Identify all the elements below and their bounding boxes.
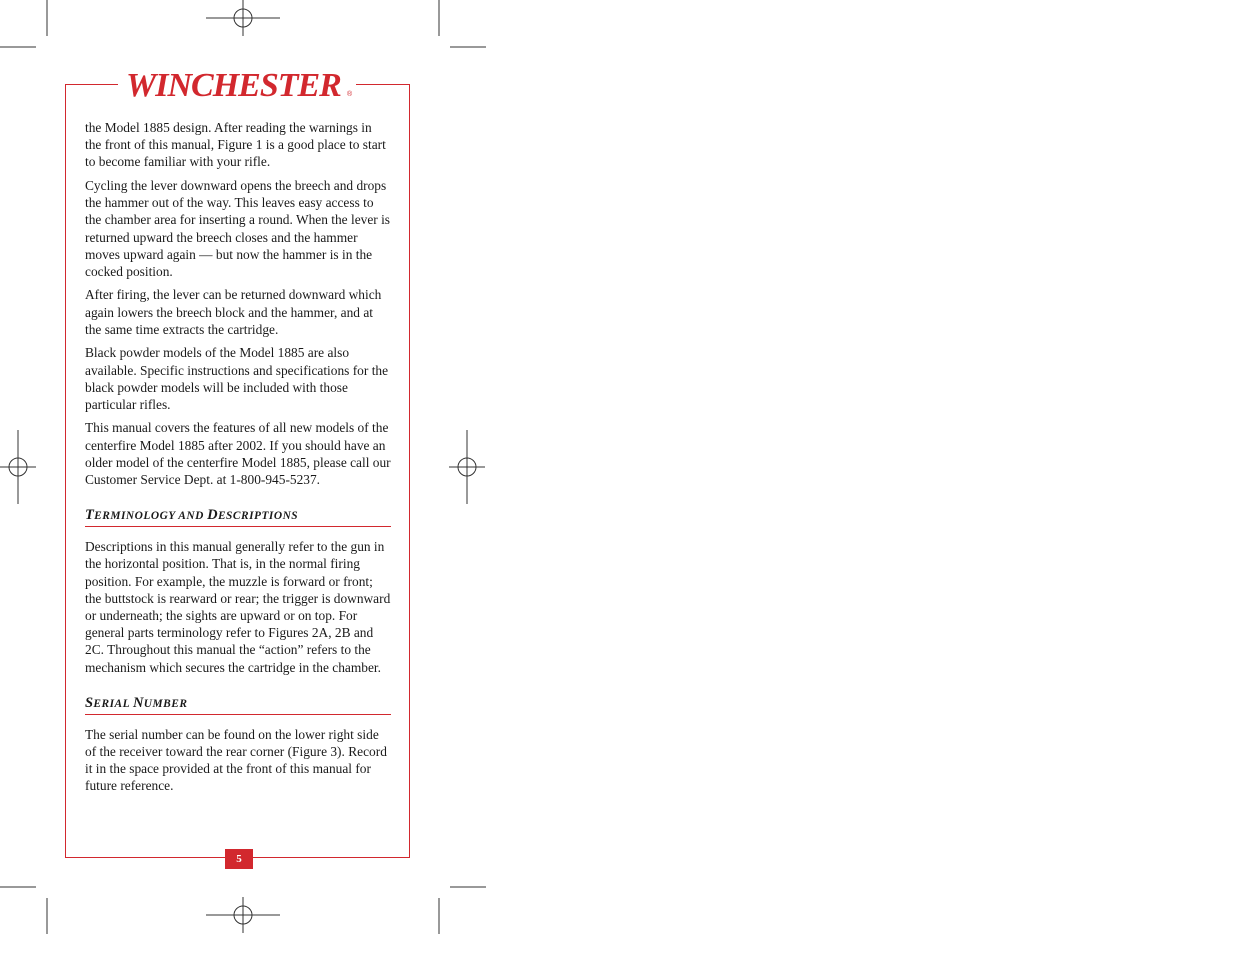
- registered-mark: ®: [347, 91, 353, 98]
- paragraph-serial-number: The serial number can be found on the lower right side of the receiver toward the rear corner (Figure 3). Record it in the space provided at the front of this manual for future reference.: [85, 726, 387, 794]
- paragraph-terminology: Descriptions in this manual generally refer to the gun in the horizontal position. That is, in the normal firing position. For example, the muzzle is forward or front; the buttstock is rearward or rear; the trigger is downward or underneath; the sights are upward or on top. For general parts terminology refer to Figures 2A, 2B and 2C. Throughout this manual the “action” refers to the mechanism which secures the cartridge in the chamber.: [85, 539, 391, 675]
- paragraph-lever-cycling: Cycling the lever downward opens the breech and drops the hammer out of the way. This leaves easy access to the chamber area for inserting a round. When the lever is returned upward the breech closes and the hammer moves upward again — but now the hammer is in the cocked position.: [85, 177, 391, 279]
- heading-terminology: TERMINOLOGY AND DESCRIPTIONS: [85, 506, 391, 527]
- paragraph-manual-coverage: This manual covers the features of all new models of the centerfire Model 1885 after 2002. If you should have an older model of the centerfire Model 1885, please call our Customer Service Dept. at 1-800-945-5237.: [85, 420, 391, 488]
- logo-wordmark: WINCHESTER: [126, 67, 341, 104]
- heading-serial-number: SERIAL NUMBER: [85, 694, 391, 715]
- paragraph-intro: the Model 1885 design. After reading the warnings in the front of this manual, Figure 1 is a good place to start to become familiar with your rifle.: [85, 120, 386, 170]
- page-content: [85, 119, 391, 801]
- page-number: 5: [225, 849, 253, 869]
- paragraph-black-powder: Black powder models of the Model 1885 are also available. Specific instructions and specifications for the black powder models will be included with those particular rifles.: [85, 345, 389, 412]
- winchester-logo: [118, 64, 356, 104]
- paragraph-after-firing: After firing, the lever can be returned downward which again lowers the breech block and the hammer, and at the same time extracts the cartridge.: [85, 287, 382, 337]
